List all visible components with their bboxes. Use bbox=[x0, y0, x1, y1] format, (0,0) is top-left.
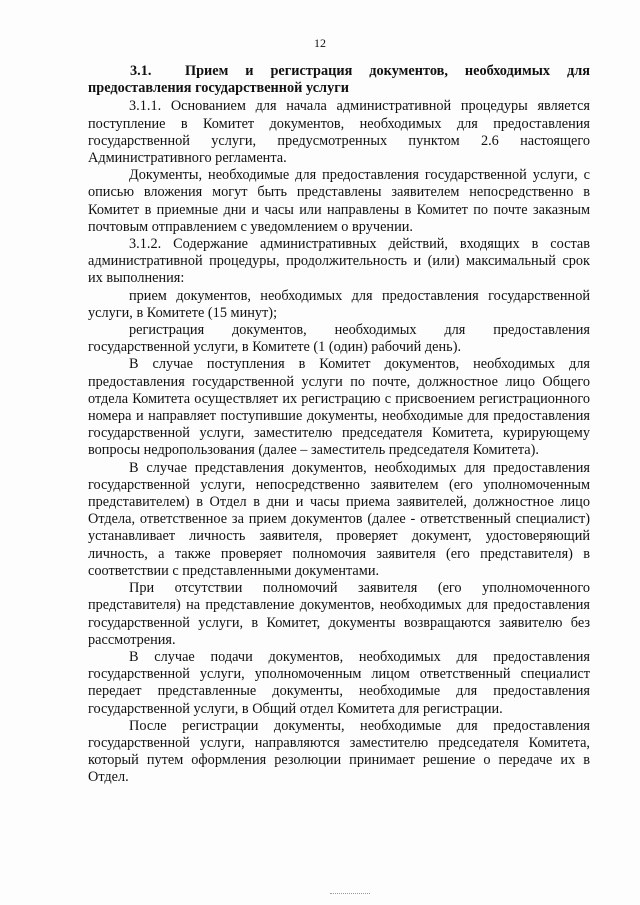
document-body bbox=[88, 63, 590, 787]
paragraph-after-registration: После регистрации документы, необходимые для предоставления государственной услуги, направляются заместителю председателя Комитета, который путем оформления резолюции принимает решение о передаче их в Отдел. bbox=[88, 717, 590, 786]
paragraph-transfer: В случае подачи документов, необходимых для предоставления государственной услуги, уполномоченным лицом ответственный специалист передает представленные документы, необходимые для предоставления государственной услуги, в Общий отдел Комитета для регистрации. bbox=[88, 648, 590, 717]
page-number: 12 bbox=[314, 36, 326, 50]
paragraph-in-person: В случае представления документов, необходимых для предоставления государственной услуги, непосредственно заявителем (его уполномоченным представителем) в Отдел в дни и часы приема заявителей, должностное лицо Отдела, ответственное за прием документов (далее - ответственный специалист) устанавливает личность заявителя, проверяет документ, удостоверяющий личность, а также проверяет полномочия заявителя (его представителя) в соответствии с представленными документами. bbox=[88, 459, 590, 579]
paragraph-registration: регистрация документов, необходимых для предоставления государственной услуги, в Комитете (1 (один) рабочий день). bbox=[88, 322, 590, 356]
paragraph-submission: Документы, необходимые для предоставления государственной услуги, с описью вложения могут быть представлены заявителем непосредственно в Комитет в приемные дни и часы или направлены в Комитет по почте заказным почтовым отправлением с уведомлением о вручении. bbox=[88, 167, 590, 235]
section-heading bbox=[88, 63, 590, 97]
paragraph-basis: 3.1.1. Основанием для начала административной процедуры является поступление в Комитет документов, необходимых для предоставления государственной услуги, предусмотренных пунктом 2.6 настоящего Административного регламента. bbox=[88, 98, 590, 167]
paragraph-reception: прием документов, необходимых для предоставления государственной услуги, в Комитете (15 минут); bbox=[88, 287, 590, 321]
section-number: 3.1. bbox=[130, 63, 152, 79]
paragraph-mail: В случае поступления в Комитет документов, необходимых для предоставления государственной услуги по почте, должностное лицо Общего отдела Комитета осуществляет их регистрацию с присвоением регистрационного номера и направляет поступившие документы, необходимые для предоставления государственной услуги, заместителю председателя Комитета, курирующему вопросы недропользования (далее – заместитель председателя Комитета). bbox=[88, 356, 590, 459]
paragraph-content: 3.1.2. Содержание административных действий, входящих в состав административной процедуры, продолжительность и (или) максимальный срок их выполнения: bbox=[88, 236, 590, 287]
section-title: Прием и регистрация документов, необходимых для предоставления государственной услуги bbox=[88, 63, 590, 97]
paragraph-no-authority: При отсутствии полномочий заявителя (его уполномоченного представителя) на представление документов, необходимых для предоставления государственной услуги, в Комитет, документы возвращаются заявителю без рассмотрения. bbox=[88, 580, 590, 648]
scan-edge-mark bbox=[330, 893, 370, 895]
